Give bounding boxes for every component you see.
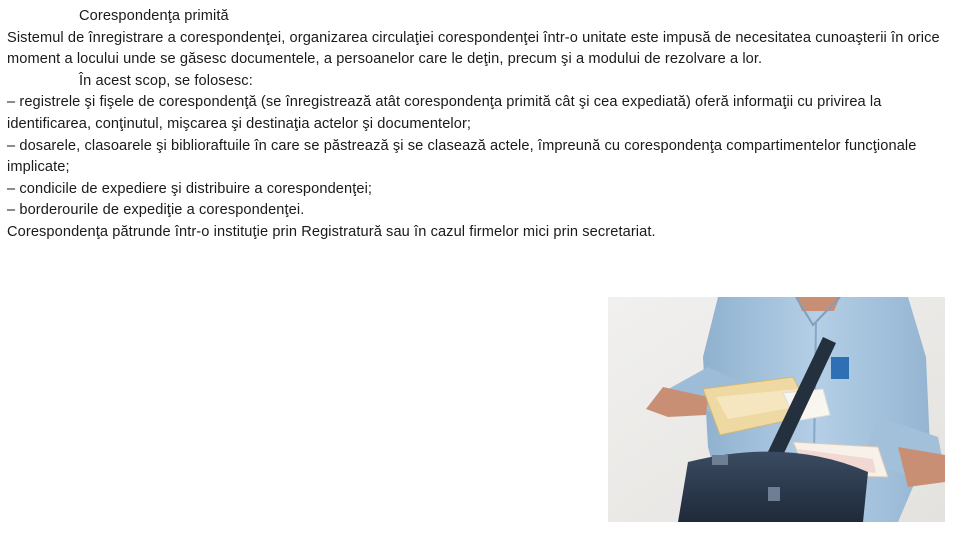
paragraph-intro: Sistemul de înregistrare a corespondenţei, organizarea circulaţiei corespondenţei într-o unitate este impusă de necesitatea cunoaşterii în orice moment a locului unde se găsesc documentele, a persoanelor care le deţin, precum şi a modului de rezolvare a lor. (7, 29, 940, 68)
badge-shape (831, 357, 849, 379)
postman-photo (608, 297, 945, 522)
list-item: – dosarele, clasoarele şi biblioraftuile în care se păstrează şi se clasează actele, împreună cu corespondenţa compartimentelor funcţionale implicate; (7, 137, 917, 176)
mail-bag (678, 452, 868, 522)
postman-illustration (608, 297, 945, 522)
list-item: – registrele şi fişele de corespondenţă (se înregistrează atât corespondenţa primită cât şi cea expediată) oferă informaţii cu privirea la identificarea, conţinutul, mişcarea şi destinaţia actelor şi documentelor; (7, 94, 882, 132)
list-item: – borderourile de expediţie a corespondenţei. (7, 202, 305, 219)
document-title: Corespondenţa primită (79, 8, 229, 24)
list-item: – condicile de expediere şi distribuire a corespondenţei; (7, 180, 373, 197)
paragraph-purpose: În acest scop, se folosesc: (79, 72, 253, 89)
document-body (7, 6, 953, 244)
paragraph-conclusion: Corespondenţa pătrunde într-o instituţie prin Registratură sau în cazul firmelor mici prin secretariat. (7, 223, 656, 240)
